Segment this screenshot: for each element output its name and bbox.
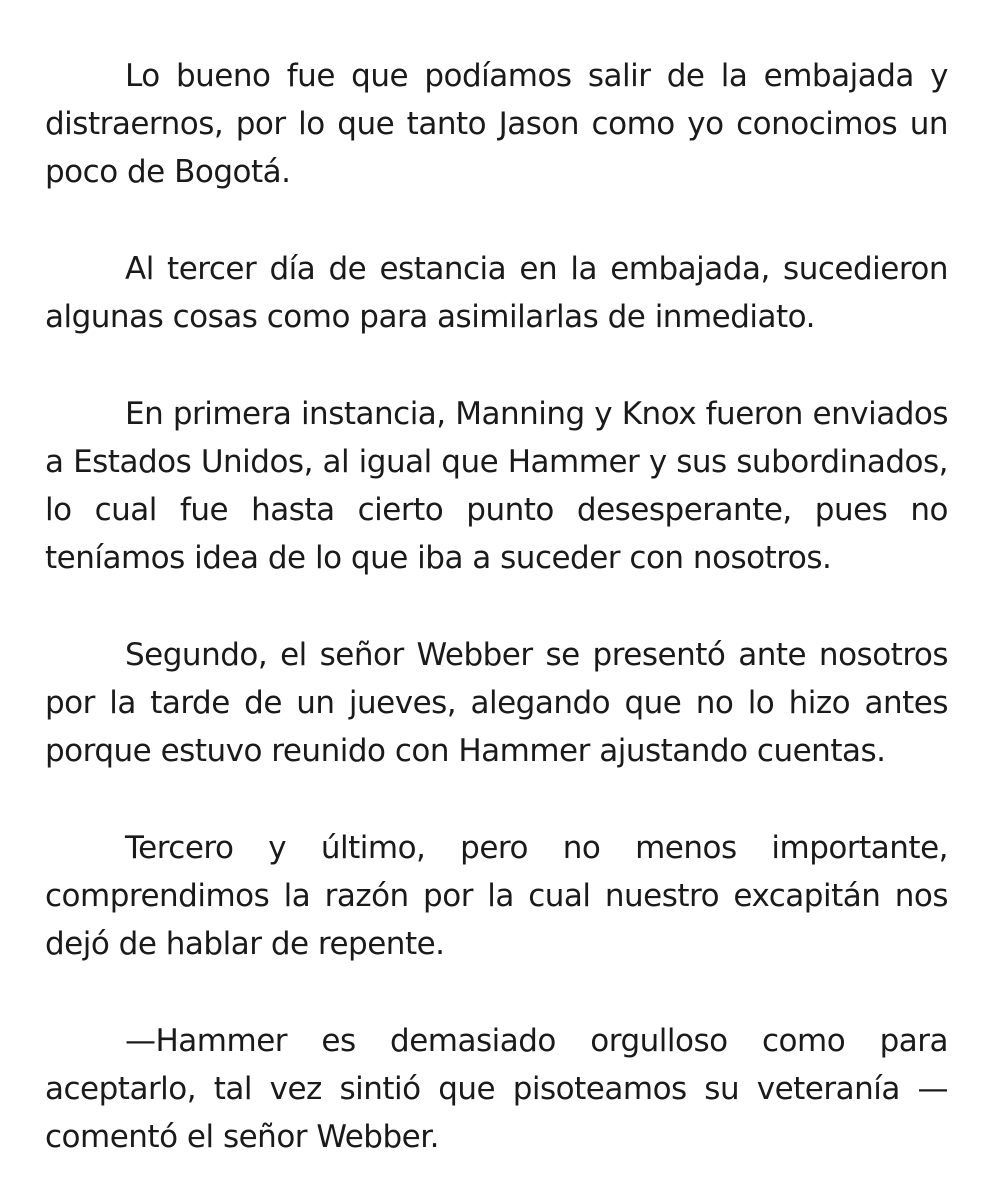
paragraph-3: En primera instancia, Manning y Knox fueron enviados a Estados Unidos, al igual que Hammer y sus subordinados, lo cual fue hasta cierto punto desesperante, pues no teníamos idea de lo que iba a suceder con nosotros.: [45, 396, 948, 576]
paragraph-4: Segundo, el señor Webber se presentó ante nosotros por la tarde de un jueves, alegando que no lo hizo antes porque estuvo reunido con Hammer ajustando cuentas.: [45, 637, 948, 769]
paragraph-6: —Hammer es demasiado orgulloso como para aceptarlo, tal vez sintió que pisoteamos su veteranía —comentó el señor Webber.: [45, 1023, 948, 1155]
paragraph-2: Al tercer día de estancia en la embajada, sucedieron algunas cosas como para asimilarlas de inmediato.: [45, 251, 948, 335]
paragraph-1: Lo bueno fue que podíamos salir de la embajada y distraernos, por lo que tanto Jason como yo conocimos un poco de Bogotá.: [45, 58, 948, 190]
paragraph-5: Tercero y último, pero no menos importante, comprendimos la razón por la cual nuestro excapitán nos dejó de hablar de repente.: [45, 830, 948, 962]
